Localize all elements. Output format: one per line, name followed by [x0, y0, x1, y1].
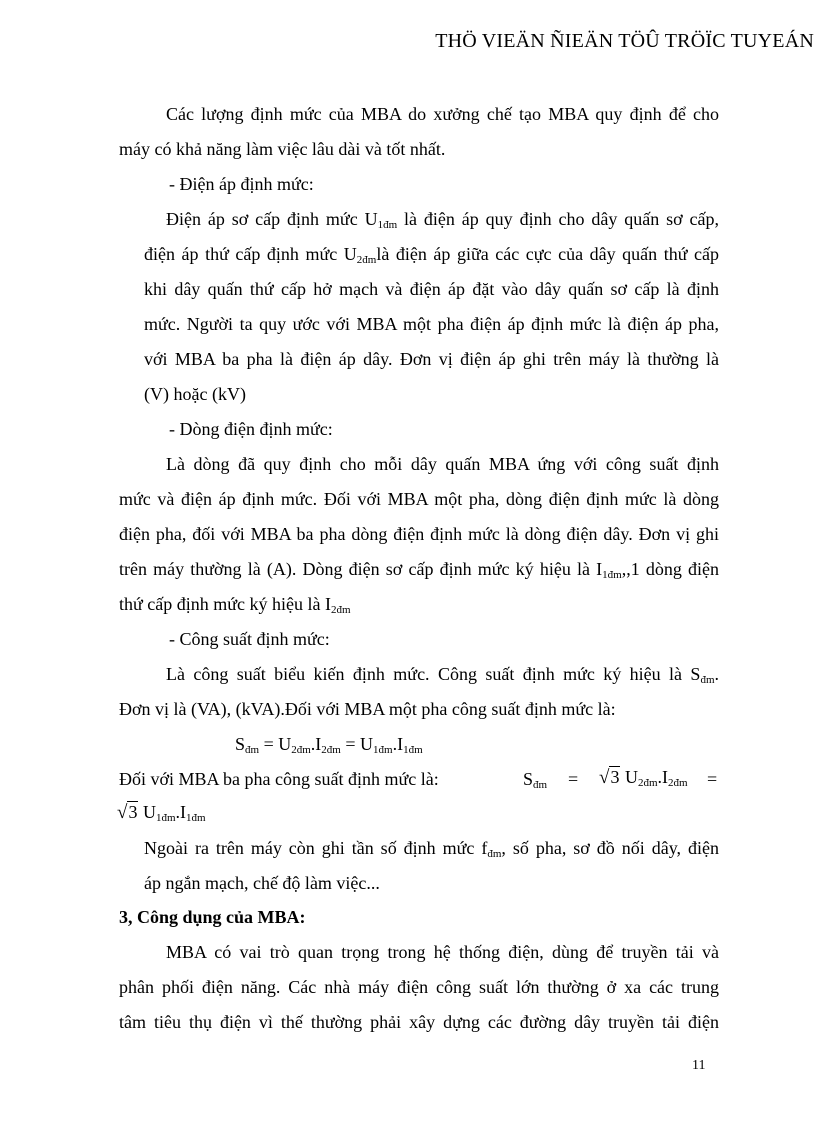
paragraph-line: khi dây quấn thứ cấp hở mạch và điện áp đặt vào dây quấn sơ cấp là định: [144, 279, 719, 299]
paragraph-line: với MBA ba pha là điện áp dây. Đơn vị điện áp ghi trên máy là thường là: [144, 349, 719, 369]
paragraph-line: mức và điện áp định mức. Đối với MBA một pha, dòng điện định mức là dòng: [119, 489, 719, 509]
paragraph-line: MBA có vai trò quan trọng trong hệ thống điện, dùng để truyền tải và: [166, 942, 719, 962]
paragraph-line: trên máy thường là (A). Dòng điện sơ cấp định mức ký hiệu là $I_{1đm},,1$ dòng điện: [119, 559, 719, 581]
bullet-item: - Dòng điện định mức:: [169, 419, 333, 439]
equation-equals-sign: =: [707, 769, 718, 789]
bullet-item: - Điện áp định mức:: [169, 174, 314, 194]
bullet-item: - Công suất định mức:: [169, 629, 330, 649]
paragraph-line: Là dòng đã quy định cho mỗi dây quấn MBA ứng với công suất định: [166, 454, 719, 474]
page-number: 11: [692, 1058, 706, 1073]
paragraph-line: (V) hoặc (kV): [144, 384, 246, 404]
equation-equals-sign: =: [568, 769, 579, 789]
paragraph-line: Là công suất biểu kiến định mức. Công suất định mức ký hiệu là $S_{đm}$.: [166, 664, 719, 686]
paragraph-line: áp ngắn mạch, chế độ làm việc...: [144, 873, 380, 893]
paragraph-line: Các lượng định mức của MBA do xưởng chế tạo MBA quy định để cho: [166, 104, 719, 124]
paragraph-line: mức. Người ta quy ước với MBA một pha điện áp định mức là điện áp pha,: [144, 314, 719, 334]
paragraph-line: Đơn vị là (VA), (kVA).Đối với MBA một pha công suất định mức là:: [119, 699, 616, 719]
equation-three-phase: $S_{đm}$: [523, 769, 548, 791]
paragraph-line: Điện áp sơ cấp định mức $U_{1đm}$ là điện áp quy định cho dây quấn sơ cấp,: [166, 209, 719, 231]
equation-three-phase-cont: √3 $U_{1đm}.I_{1đm}$: [117, 802, 206, 824]
paragraph-line: máy có khả năng làm việc lâu dài và tốt nhất.: [119, 139, 446, 159]
equation-single-phase: $S_{đm} = U_{2đm}.I_{2đm} = U_{1đm}.I_{1đm}$: [235, 734, 423, 756]
paragraph-line: thứ cấp định mức ký hiệu là $I_{2đm}$: [119, 594, 351, 616]
equation-intro-text: Đối với MBA ba pha công suất định mức là:: [119, 769, 439, 789]
sqrt-symbol: √3: [599, 767, 620, 788]
paragraph-line: điện pha, đối với MBA ba pha dòng điện định mức là dòng điện dây. Đơn vị ghi: [119, 524, 719, 544]
equation-three-phase-rhs: √3 $U_{2đm}.I_{2đm}$: [599, 767, 688, 789]
sqrt-symbol: √3: [117, 802, 138, 823]
paragraph-line: phân phối điện năng. Các nhà máy điện công suất lớn thường ở xa các trung: [119, 977, 719, 997]
page-header: THÖ VIEÄN ÑIEÄN TÖÛ TRÖÏC TUYEÁN: [435, 30, 814, 52]
section-heading: 3, Công dụng của MBA:: [119, 907, 306, 927]
paragraph-line: tâm tiêu thụ điện vì thế thường phải xây dựng các đường dây truyền tải điện: [119, 1012, 719, 1032]
paragraph-line: Ngoài ra trên máy còn ghi tần số định mức $f_{đm}$, số pha, sơ đồ nối dây, điện: [144, 838, 719, 860]
paragraph-line: điện áp thứ cấp định mức $U_{2đm}là$ điện áp giữa các cực của dây quấn thứ cấp: [144, 244, 719, 266]
